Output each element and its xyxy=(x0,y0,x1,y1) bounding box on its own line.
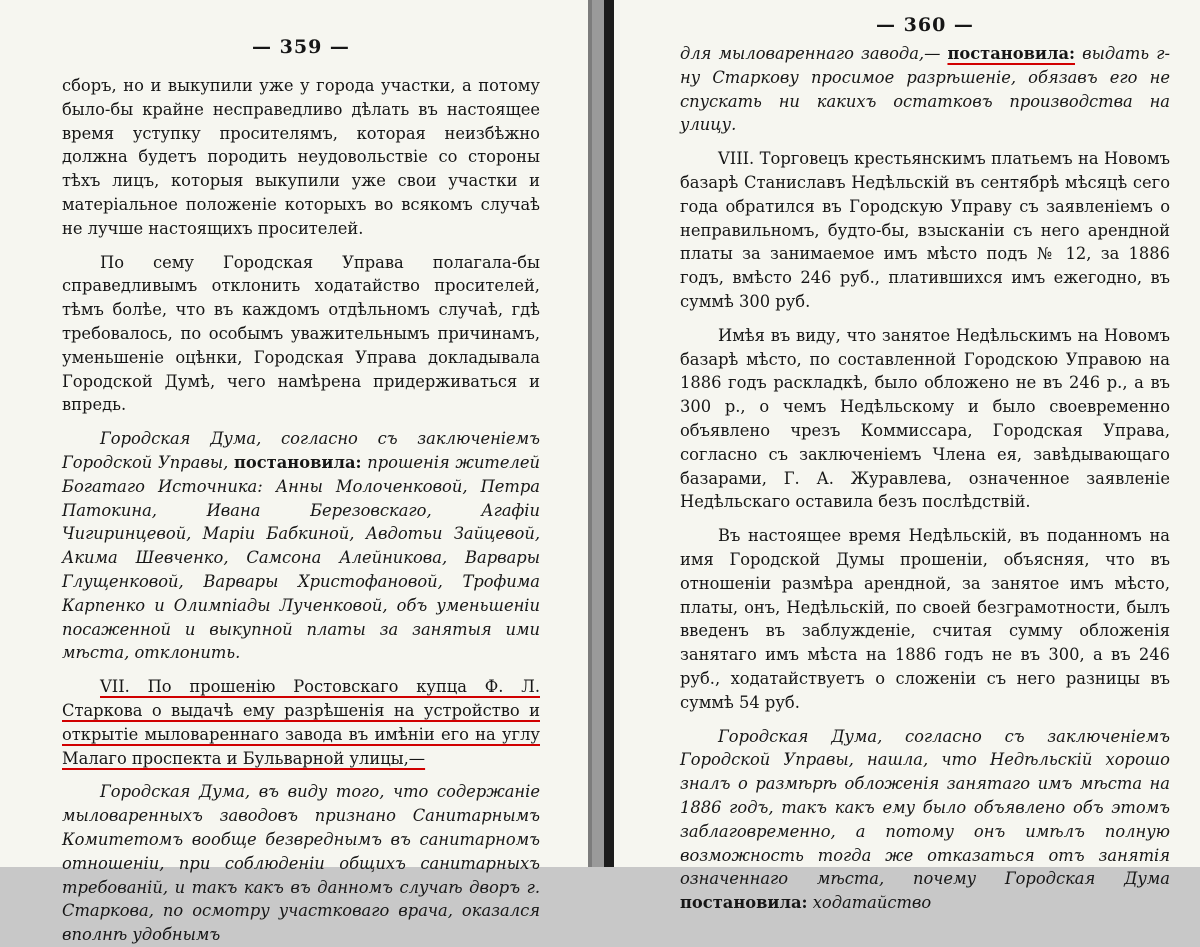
paragraph: Въ настоящее время Недѣльскій, въ поданномъ на имя Городской Думы прошеніи, объясняя, что въ отношеніи размѣра арендной, за занятое имъ мѣсто, платы, онъ, Недѣльскій, по своей безграмотности, былъ введенъ въ заблужденіе, считая сумму обложенія занятаго имъ мѣста на 1886 годъ не въ 300, а въ 246 руб., ходатайствуетъ о сложеніи съ него разницы въ суммѣ 54 руб. xyxy=(680,526,1170,712)
right-page xyxy=(604,0,1200,913)
resolution-text: для мыловареннаго завода,— xyxy=(680,44,948,63)
resolution-keyword: постановила: xyxy=(233,452,362,472)
highlighted-paragraph xyxy=(62,675,540,770)
underlined-text: VII. По прошенію Ростовскаго купца Ф. Л. Старкова о выдачѣ ему разрѣшенія на устройство и открытіе мыловареннаго завода въ имѣніи его на углу Малаго проспекта и Бульварной улицы,— xyxy=(62,677,540,768)
paragraph: Городская Дума, въ виду того, что содержаніе мыловаренныхъ заводовъ признано Санитарнымъ Комитетомъ вообще безвреднымъ въ санитарномъ отношеніи, при соблюденіи общихъ санитарныхъ требованій, и такъ какъ въ данномъ случаѣ дворъ г. Старкова, по осмотру участковаго врача, оказался вполнѣ удобнымъ xyxy=(62,782,540,945)
paragraph: сборъ, но и выкупили уже у города участки, а потому было-бы крайне несправедливо дѣлать въ настоящее время уступку просителямъ, которая неизбѣжно должна будетъ породить неудовольствіе со стороны тѣхъ лицъ, которыя выкупили уже свои участки и матеріальное положеніе которыхъ во всякомъ случаѣ не лучше настоящихъ просителей. xyxy=(62,76,540,238)
resolution-paragraph xyxy=(62,427,540,665)
page-number: — 359 — xyxy=(252,36,350,58)
page-number: — 360 — xyxy=(876,14,974,36)
resolution-text: ходатайство xyxy=(807,893,932,913)
paragraph: Имѣя въ виду, что занятое Недѣльскимъ на Новомъ базарѣ мѣсто, по составленной Городскою Управою на 1886 годъ раскладкѣ, было обложено не въ 246 р., а въ 300 р., о чемъ Недѣльскому и было своевременно объявлено чрезъ Коммиссара, Городская Управа, согласно съ заключеніемъ Члена ея, завѣдывающаго базарами, Г. А. Журавлева, означенное заявленіе Недѣльскаго оставила безъ послѣдствій. xyxy=(680,325,1170,512)
resolution-text: выдать г-ну Старкову просимое разрѣшеніе, обязавъ его не спускать ни какихъ остатковъ производства на улицу. xyxy=(680,44,1170,135)
resolution-text: Городская Дума, согласно съ заключеніемъ Городской Управы, нашла, что Недѣльскій хорошо зналъ о размѣрѣ обложенія занятаго имъ мѣста на 1886 годъ, такъ какъ ему было объявлено объ этомъ заблаговременно, а потому онъ имѣлъ полную возможность тогда же отказаться отъ занятія означеннаго мѣста, почему Городская Дума xyxy=(680,726,1170,889)
paragraph: По сему Городская Управа полагала-бы справедливымъ отклонить ходатайство просителей, тѣмъ болѣе, что въ каждомъ отдѣльномъ случаѣ, гдѣ требовалось, по особымъ уважительнымъ причинамъ, уменьшеніе оцѣнки, Городская Управа докладывала Городской Думѣ, чего намѣрена придерживаться и впредь. xyxy=(62,252,540,415)
resolution-text: прошенія жителей Богатаго Источника: Анны Молоченковой, Петра Патокина, Ивана Березовскаго, Агафіи Чигиринцевой, Маріи Бабкиной, Авдотьи Зайцевой, Акима Шевченко, Самсона Алейникова, Варвары Глущенковой, Варвары Христофановой, Трофима Карпенко и Олимпіады Лученковой, объ уменьшеніи посаженной и выкупной платы за занятыя ими мѣста, отклонить. xyxy=(62,452,540,663)
left-page xyxy=(0,0,592,945)
resolution-keyword: постановила: xyxy=(947,44,1075,63)
resolution-paragraph xyxy=(680,725,1170,915)
paragraph: VIII. Торговецъ крестьянскимъ платьемъ на Новомъ базарѣ Станиславъ Недѣльскій въ сентябрѣ мѣсяцѣ сего года обратился въ Городскую Управу съ заявленіемъ о неправильномъ, будто-бы, взысканіи съ него арендной платы за занимаемое имъ мѣсто подъ № 12, за 1886 годъ, вмѣсто 246 руб., платившихся имъ ежегодно, въ суммѣ 300 руб. xyxy=(680,149,1170,311)
resolution-paragraph xyxy=(680,42,1170,137)
resolution-text: Городская Дума, согласно съ заключеніемъ Городской Управы, xyxy=(62,429,540,472)
book-gutter xyxy=(592,0,604,867)
resolution-keyword: постановила: xyxy=(680,893,808,913)
